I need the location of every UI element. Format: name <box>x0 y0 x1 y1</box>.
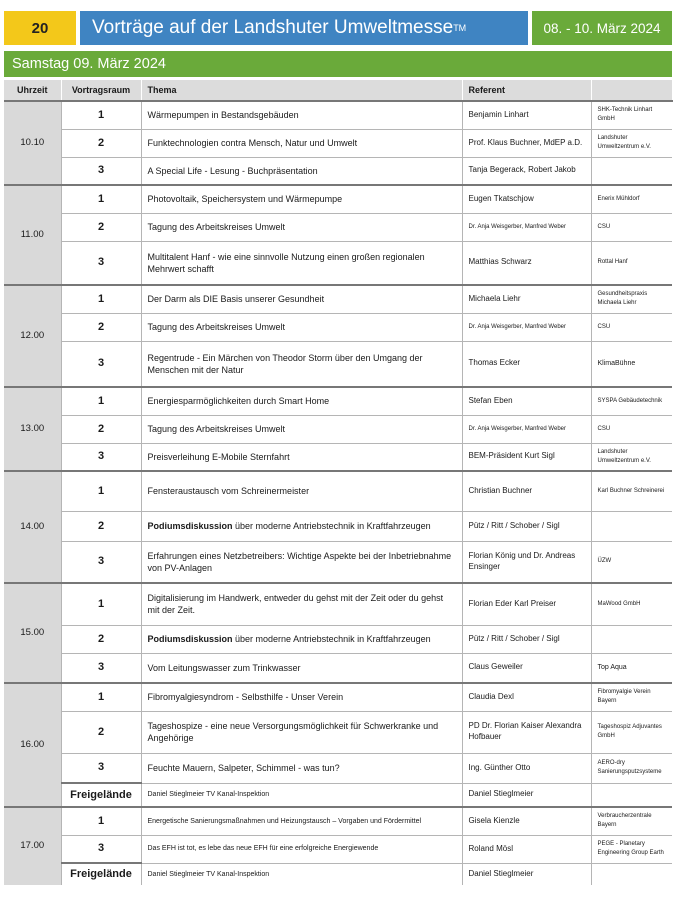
topic-cell <box>141 753 462 783</box>
topic-text: Daniel Stieglmeier TV Kanal-Inspektion <box>147 791 270 799</box>
topic-cell <box>141 313 462 341</box>
organization-cell: Fibromyalgie Verein Bayern <box>591 683 672 711</box>
topic-text: Daniel Stieglmeier TV Kanal-Inspektion <box>147 870 270 878</box>
speaker-cell: Claus Geweiler <box>462 653 591 683</box>
topic-cell <box>141 415 462 443</box>
room-cell: 2 <box>61 511 141 541</box>
topic-text: über moderne Antriebstechnik in Kraftfahrzeugen <box>232 633 431 644</box>
organization-cell: SYSPA Gebäudetechnik <box>591 387 672 415</box>
organization-cell <box>591 783 672 807</box>
table-row <box>4 213 672 241</box>
table-row <box>4 241 672 285</box>
page-header <box>4 11 672 45</box>
time-slot: 17.00 <box>4 807 61 885</box>
table-row <box>4 511 672 541</box>
room-cell: 1 <box>61 807 141 835</box>
topic-text: Tagung des Arbeitskreises Umwelt <box>147 423 286 434</box>
organization-cell: CSU <box>591 415 672 443</box>
speaker-cell: Pütz / Ritt / Schober / Sigl <box>462 625 591 653</box>
topic-text: A Special Life - Lesung - Buchpräsentation <box>147 165 318 176</box>
table-header-row <box>4 80 672 101</box>
speaker-cell: PD Dr. Florian Kaiser Alexandra Hofbauer <box>462 711 591 753</box>
topic-cell <box>141 683 462 711</box>
topic-cell <box>141 583 462 625</box>
time-slot: 15.00 <box>4 583 61 683</box>
organization-cell: KlimaBühne <box>591 341 672 387</box>
organization-cell: Enerix Mühldorf <box>591 185 672 213</box>
room-cell: 2 <box>61 313 141 341</box>
room-cell: 1 <box>61 683 141 711</box>
organization-cell: Karl Buchner Schreinerei <box>591 471 672 511</box>
organization-cell: Rottal Hanf <box>591 241 672 285</box>
organization-cell: SHK-Technik Linhart GmbH <box>591 101 672 129</box>
topic-text: Der Darm als DIE Basis unserer Gesundheit <box>147 294 325 305</box>
time-slot: 16.00 <box>4 683 61 807</box>
topic-cell <box>141 387 462 415</box>
speaker-cell: Pütz / Ritt / Schober / Sigl <box>462 511 591 541</box>
room-cell: 3 <box>61 835 141 863</box>
organization-cell: AERO-dry Sanierungsputzsysteme <box>591 753 672 783</box>
table-row <box>4 583 672 625</box>
topic-cell <box>141 653 462 683</box>
room-cell: 3 <box>61 341 141 387</box>
col-header-speaker: Referent <box>462 80 591 101</box>
topic-text: Energetische Sanierungsmaßnahmen und Heizungstausch – Vorgaben und Fördermittel <box>147 817 422 825</box>
topic-cell <box>141 129 462 157</box>
speaker-cell: Stefan Eben <box>462 387 591 415</box>
document-title-text: Vorträge auf der Landshuter Umweltmesse <box>92 17 454 38</box>
topic-cell <box>141 711 462 753</box>
room-cell: 1 <box>61 471 141 511</box>
topic-text: Funktechnologien contra Mensch, Natur und Umwelt <box>147 137 358 148</box>
table-row <box>4 341 672 387</box>
table-row <box>4 129 672 157</box>
table-row <box>4 285 672 313</box>
table-row <box>4 711 672 753</box>
organization-cell <box>591 863 672 885</box>
organization-cell <box>591 625 672 653</box>
topic-text: Photovoltaik, Speichersystem und Wärmepumpe <box>147 194 343 205</box>
topic-cell <box>141 807 462 835</box>
topic-text: Feuchte Mauern, Salpeter, Schimmel - was tun? <box>147 762 340 773</box>
room-cell: 2 <box>61 415 141 443</box>
table-row <box>4 313 672 341</box>
topic-text: Fibromyalgiesyndrom - Selbsthilfe - Unser Verein <box>147 692 344 703</box>
table-row <box>4 625 672 653</box>
room-cell: 2 <box>61 213 141 241</box>
room-cell: 2 <box>61 625 141 653</box>
topic-text: Tageshospize - eine neue Versorgungsmöglichkeit für Schwerkranke und Angehörige <box>147 720 439 743</box>
room-cell: 3 <box>61 157 141 185</box>
speaker-cell: Daniel Stieglmeier <box>462 863 591 885</box>
speaker-cell: Florian Eder Karl Preiser <box>462 583 591 625</box>
speaker-cell: BEM-Präsident Kurt Sigl <box>462 443 591 471</box>
topic-text: Preisverleihung E-Mobile Sternfahrt <box>147 451 290 462</box>
room-cell: 1 <box>61 583 141 625</box>
topic-cell <box>141 213 462 241</box>
time-slot: 13.00 <box>4 387 61 471</box>
room-cell: Freigelände <box>61 783 141 807</box>
col-header-org <box>591 80 672 101</box>
topic-cell <box>141 541 462 583</box>
topic-cell <box>141 285 462 313</box>
speaker-cell: Christian Buchner <box>462 471 591 511</box>
table-row <box>4 807 672 835</box>
speaker-cell: Michaela Liehr <box>462 285 591 313</box>
topic-text: Energiesparmöglichkeiten durch Smart Home <box>147 396 330 407</box>
topic-text: über moderne Antriebstechnik in Kraftfahrzeugen <box>232 520 431 531</box>
topic-cell <box>141 835 462 863</box>
table-row <box>4 157 672 185</box>
table-row <box>4 471 672 511</box>
speaker-cell: Daniel Stieglmeier <box>462 783 591 807</box>
speaker-cell: Dr. Anja Weisgerber, Manfred Weber <box>462 313 591 341</box>
table-row <box>4 185 672 213</box>
topic-cell <box>141 783 462 807</box>
organization-cell: Verbraucherzentrale Bayern <box>591 807 672 835</box>
speaker-cell: Florian König und Dr. Andreas Ensinger <box>462 541 591 583</box>
room-cell: 2 <box>61 129 141 157</box>
topic-cell <box>141 185 462 213</box>
room-cell: 2 <box>61 711 141 753</box>
table-row <box>4 541 672 583</box>
room-cell: Freigelände <box>61 863 141 885</box>
organization-cell <box>591 511 672 541</box>
event-dates: 08. - 10. März 2024 <box>532 11 672 45</box>
organization-cell: Landshuter Umweltzentrum e.V. <box>591 129 672 157</box>
topic-text: Das EFH ist tot, es lebe das neue EFH für eine erfolgreiche Energiewende <box>147 845 379 853</box>
room-cell: 3 <box>61 753 141 783</box>
organization-cell: CSU <box>591 213 672 241</box>
room-cell: 3 <box>61 541 141 583</box>
table-row <box>4 835 672 863</box>
topic-cell <box>141 443 462 471</box>
time-slot: 10.10 <box>4 101 61 185</box>
time-slot: 14.00 <box>4 471 61 583</box>
document-title <box>80 11 528 45</box>
topic-text: Regentrude - Ein Märchen von Theodor Storm über den Umgang der Menschen mit der Natur <box>147 352 423 375</box>
organization-cell: Gesundheitspraxis Michaela Liehr <box>591 285 672 313</box>
speaker-cell: Roland Mösl <box>462 835 591 863</box>
speaker-cell: Dr. Anja Weisgerber, Manfred Weber <box>462 213 591 241</box>
room-cell: 1 <box>61 387 141 415</box>
room-cell: 3 <box>61 241 141 285</box>
topic-emphasis: Podiumsdiskussion <box>147 520 233 531</box>
speaker-cell: Dr. Anja Weisgerber, Manfred Weber <box>462 415 591 443</box>
table-row <box>4 683 672 711</box>
speaker-cell: Eugen Tkatschjow <box>462 185 591 213</box>
topic-cell <box>141 241 462 285</box>
topic-text: Erfahrungen eines Netzbetreibers: Wichtige Aspekte bei der Inbetriebnahme von PV-Anlagen <box>147 550 452 573</box>
organization-cell <box>591 157 672 185</box>
topic-cell <box>141 863 462 885</box>
topic-text: Multitalent Hanf - wie eine sinnvolle Nutzung einen großen regionalen Mehrwert schafft <box>147 251 425 274</box>
time-slot: 11.00 <box>4 185 61 285</box>
organization-cell: CSU <box>591 313 672 341</box>
day-label: Samstag 09. März 2024 <box>4 51 672 77</box>
table-row <box>4 101 672 129</box>
organization-cell: Top Aqua <box>591 653 672 683</box>
schedule-table <box>4 80 673 885</box>
speaker-cell: Thomas Ecker <box>462 341 591 387</box>
room-cell: 1 <box>61 101 141 129</box>
topic-text: Fensteraustausch vom Schreinermeister <box>147 486 310 497</box>
page-number: 20 <box>4 11 76 45</box>
table-row <box>4 863 672 885</box>
topic-cell <box>141 625 462 653</box>
table-row <box>4 443 672 471</box>
topic-cell <box>141 341 462 387</box>
topic-cell <box>141 157 462 185</box>
col-header-room: Vortragsraum <box>61 80 141 101</box>
topic-cell <box>141 471 462 511</box>
speaker-cell: Ing. Günther Otto <box>462 753 591 783</box>
room-cell: 1 <box>61 285 141 313</box>
table-row <box>4 753 672 783</box>
organization-cell: MaWood GmbH <box>591 583 672 625</box>
topic-text: Digitalisierung im Handwerk, entweder du gehst mit der Zeit oder du gehst mit der Zeit. <box>147 593 444 616</box>
topic-text: Tagung des Arbeitskreises Umwelt <box>147 321 286 332</box>
speaker-cell: Tanja Begerack, Robert Jakob <box>462 157 591 185</box>
topic-cell <box>141 511 462 541</box>
speaker-cell: Matthias Schwarz <box>462 241 591 285</box>
topic-text: Vom Leitungswasser zum Trinkwasser <box>147 662 301 673</box>
organization-cell: Landshuter Umweltzentrum e.V. <box>591 443 672 471</box>
topic-text: Wärmepumpen in Bestandsgebäuden <box>147 110 299 121</box>
room-cell: 3 <box>61 443 141 471</box>
room-cell: 3 <box>61 653 141 683</box>
table-row <box>4 783 672 807</box>
topic-text: Tagung des Arbeitskreises Umwelt <box>147 221 286 232</box>
col-header-time: Uhrzeit <box>4 80 61 101</box>
topic-emphasis: Podiumsdiskussion <box>147 633 233 644</box>
col-header-topic: Thema <box>141 80 462 101</box>
table-row <box>4 387 672 415</box>
trademark-mark: TM <box>453 23 467 33</box>
table-row <box>4 653 672 683</box>
organization-cell: Tageshospiz Adjuvantes GmbH <box>591 711 672 753</box>
topic-cell <box>141 101 462 129</box>
speaker-cell: Claudia Dexl <box>462 683 591 711</box>
speaker-cell: Prof. Klaus Buchner, MdEP a.D. <box>462 129 591 157</box>
speaker-cell: Benjamin Linhart <box>462 101 591 129</box>
room-cell: 1 <box>61 185 141 213</box>
organization-cell: ÜZW <box>591 541 672 583</box>
schedule-body <box>4 101 672 885</box>
organization-cell: PEGE - Planetary Engineering Group Earth <box>591 835 672 863</box>
table-row <box>4 415 672 443</box>
time-slot: 12.00 <box>4 285 61 387</box>
speaker-cell: Gisela Kienzle <box>462 807 591 835</box>
